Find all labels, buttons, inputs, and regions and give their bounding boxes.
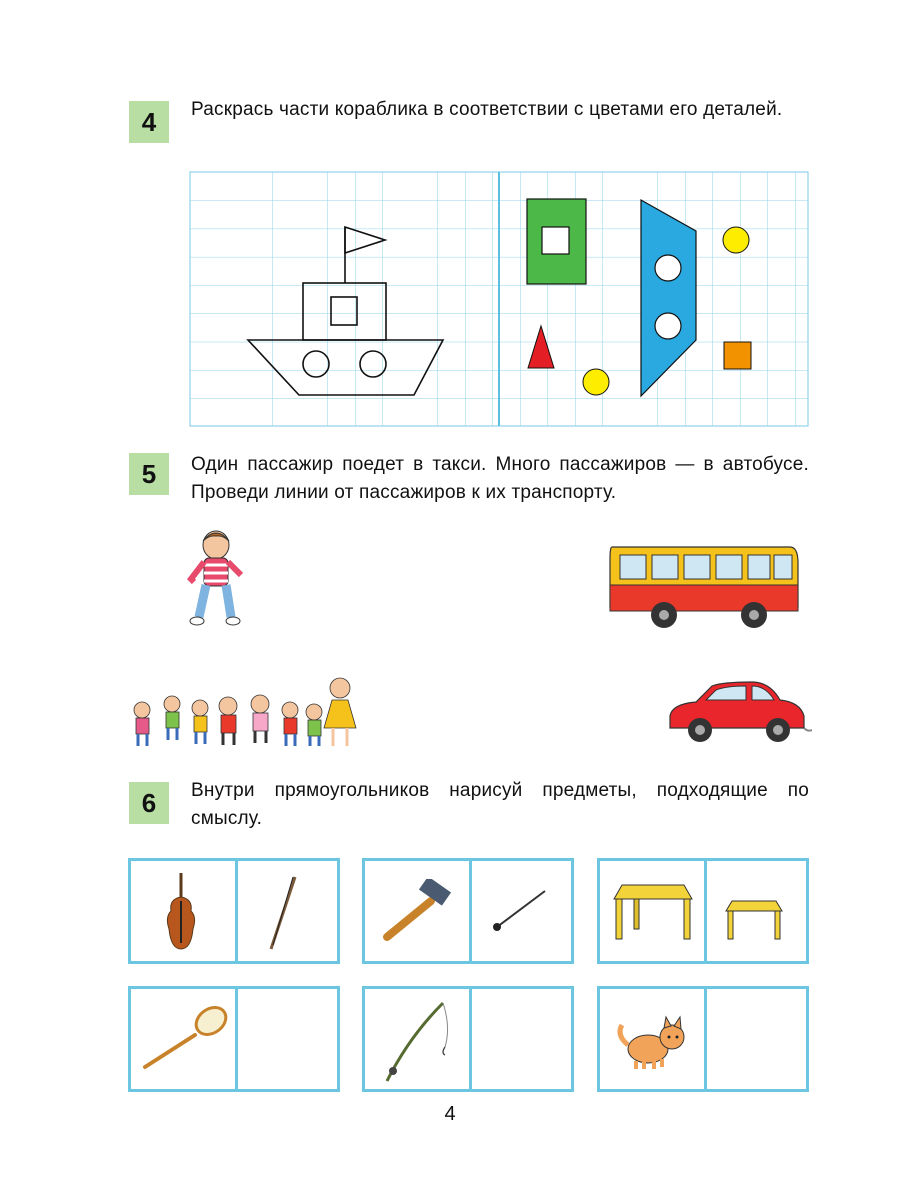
task-number-6: 6 <box>129 782 169 824</box>
pair-box-hammer <box>362 858 574 964</box>
porthole-top <box>655 255 681 281</box>
tennis-racket-icon <box>139 1001 231 1073</box>
pair-box-violin <box>128 858 340 964</box>
task-6-text: Внутри прямоугольников нарисуй предметы, подходящие по смыслу. <box>191 780 809 829</box>
task-number-4: 4 <box>129 101 169 143</box>
kitten-icon <box>614 1013 694 1073</box>
hammer-icon <box>379 879 455 945</box>
pair-box-fishing-rod[interactable] <box>362 986 574 1092</box>
nail-icon <box>489 887 549 937</box>
pair-box-racket[interactable] <box>128 986 340 1092</box>
yellow-circle-2 <box>583 369 609 395</box>
car-illustration <box>666 680 812 746</box>
pair-box-kitten[interactable] <box>597 986 809 1092</box>
task-4-text: Раскрась части кораблика в соответствии с цветами его деталей. <box>191 99 783 120</box>
porthole-bottom <box>655 313 681 339</box>
small-table-icon <box>724 899 784 943</box>
table-icon <box>612 881 694 943</box>
fishing-rod-icon <box>379 997 459 1085</box>
task-5-text: Один пассажир поедет в такси. Много пассажиров — в автобусе. Проведи линии от пассажиров к их транспорту. <box>191 454 809 503</box>
page-number: 4 <box>444 1103 456 1125</box>
boy-illustration <box>185 527 247 627</box>
yellow-circle-1 <box>723 227 749 253</box>
orange-square <box>724 342 751 369</box>
cabin-window <box>542 227 569 254</box>
bus-illustration <box>606 541 800 633</box>
pair-box-table <box>597 858 809 964</box>
grid-exercise <box>186 168 812 430</box>
bow-icon <box>263 873 303 953</box>
children-group-illustration <box>128 670 368 752</box>
violin-icon <box>161 871 201 953</box>
task-number-5: 5 <box>129 453 169 495</box>
